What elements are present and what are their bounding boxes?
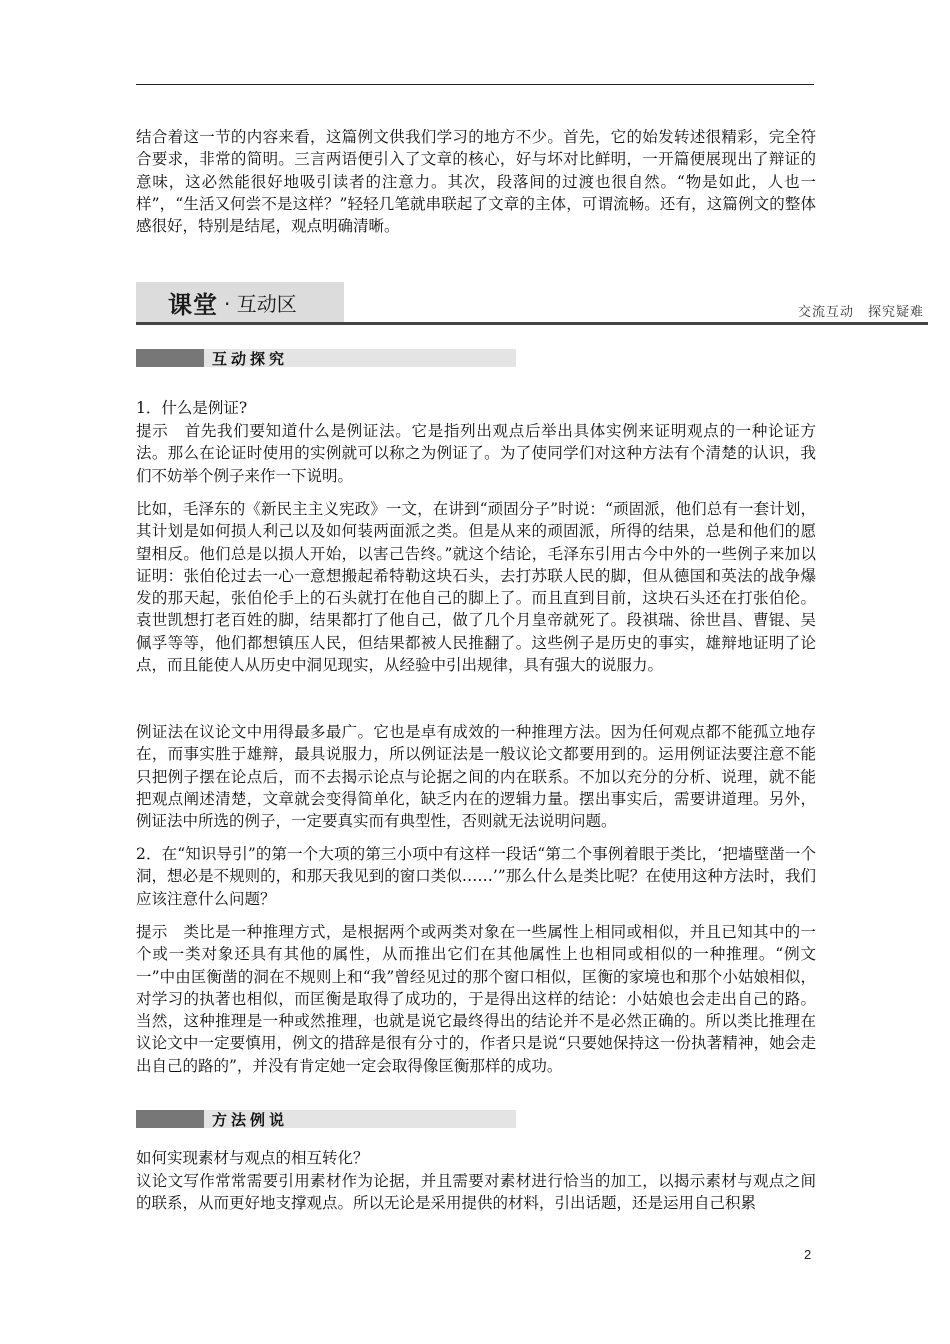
banner-title: 课堂 — [168, 291, 218, 319]
section-title: 方法例说 — [212, 1111, 289, 1129]
question-2-hint: 提示 类比是一种推理方式，是根据两个或两类对象在一些属性上相同或相似，并且已知其中的一个或一类对象还具有其他的属性，从而推出它们在其他属性上也相同或相似的一种推理。“例文一”中由匡衡凿的洞在不规则上和“我”曾经见过的那个窗口相似，匡衡的家境也和那个小姑娘相似，对学习的执著也相似，而匡衡是取得了成功的，于是得出这样的结论：小姑娘也会走出自己的路。当然，这种推理是一种或然推理，也就是说它最终得出的结论并不是必然正确的。所以类比推理在议论文中一定要慎用，例文的措辞是很有分寸的，作者只是说“只要她保持这一份执著精神，她会走出自己的路的”，并没有肯定她一定会取得像匡衡那样的成功。 — [136, 923, 816, 1075]
method-paragraph: 议论文写作常常需要引用素材作为论据，并且需要对素材进行恰当的加工，以揭示素材与观点之间的联系，从而更好地支撑观点。所以无论是采用提供的材料，引出话题，还是运用自己积累 — [136, 1172, 816, 1213]
intro-paragraph: 结合着这一节的内容来看，这篇例文供我们学习的地方不少。首先，它的始发转述很精彩，完全符合要求，非常的简明。三言两语便引入了文章的核心，好与坏对比鲜明，一开篇便展现出了辩证的意味，这必然能很好地吸引读者的注意力。其次，段落间的过渡也很自然。“物是如此，人也一样”，“生活又何尝不是这样？”轻轻几笔就串联起了文章的主体，可谓流畅。还有，这篇例文的整体感很好，特别是结尾，观点明确清晰。 — [136, 128, 816, 236]
section-bar — [136, 349, 204, 367]
banner-subtitle: · 互动区 — [224, 292, 297, 316]
page-number: 2 — [804, 1247, 812, 1262]
question-2: 2．在“知识导引”的第一个大项的第三小项中有这样一段话“第二个事例着眼于类比，‘把墙壁凿一个洞，想必是不规则的，和那天我见到的窗口类似……’”那么什么是类比呢？在使用这种方法时，我们应该注意什么问题？ — [136, 845, 816, 908]
banner-tagline: 交流互动 探究疑难 — [797, 305, 924, 320]
question-1-example: 比如，毛泽东的《新民主主义宪政》一文，在讲到“顽固分子”时说：“顽固派，他们总有一套计划，其计划是如何损人利己以及如何装两面派之类。但是从来的顽固派，所得的结果，总是和他们的愿望相反。他们总是以损人开始，以害己告终。”就这个结论，毛泽东引用古今中外的一些例子来加以证明：张伯伦过去一心一意想搬起希特勒这块石头，去打苏联人民的脚，但从德国和英法的战争爆发的那天起，张伯伦手上的石头就打在他自己的脚上了。而且直到目前，这块石头还在打张伯伦。袁世凯想打老百姓的脚，结果都打了他自己，做了几个月皇帝就死了。段祺瑞、徐世昌、曹锟、吴佩孚等等，他们都想镇压人民，但结果都被人民推翻了。这些例子是历史的事实，雄辩地证明了论点，而且能使人从历史中洞见现实，从经验中引出规律，具有强大的说服力。 — [136, 500, 816, 675]
question-1: 1．什么是例证? — [136, 399, 248, 417]
section-header-interactive — [136, 349, 516, 367]
question-1-explanation: 例证法在议论文中用得最多最广。它也是卓有成效的一种推理方法。因为任何观点都不能孤立地存在，而事实胜于雄辩，最具说服力，所以例证法是一般议论文都要用到的。运用例证法要注意不能只把例子摆在论点后，而不去揭示论点与论据之间的内在联系。不加以充分的分析、说理，就不能把观点阐述清楚，文章就会变得简单化，缺乏内在的逻辑力量。摆出事实后，需要讲道理。另外，例证法中所选的例子，一定要真实而有典型性，否则就无法说明问题。 — [136, 723, 816, 831]
banner-rule — [136, 322, 928, 325]
section-bar — [136, 1110, 204, 1128]
section-header-method — [136, 1110, 516, 1128]
classroom-banner — [136, 282, 928, 326]
question-1-hint: 提示 首先我们要知道什么是例证法。它是指列出观点后举出具体实例来证明观点的一种论证方法。那么在论证时使用的实例就可以称之为例证了。为了使同学们对这种方法有个清楚的认识，我们不妨举个例子来作一下说明。 — [136, 422, 816, 485]
section-title: 互动探究 — [212, 350, 289, 368]
method-question: 如何实现素材与观点的相互转化？ — [136, 1149, 369, 1167]
header-rule — [136, 84, 814, 85]
